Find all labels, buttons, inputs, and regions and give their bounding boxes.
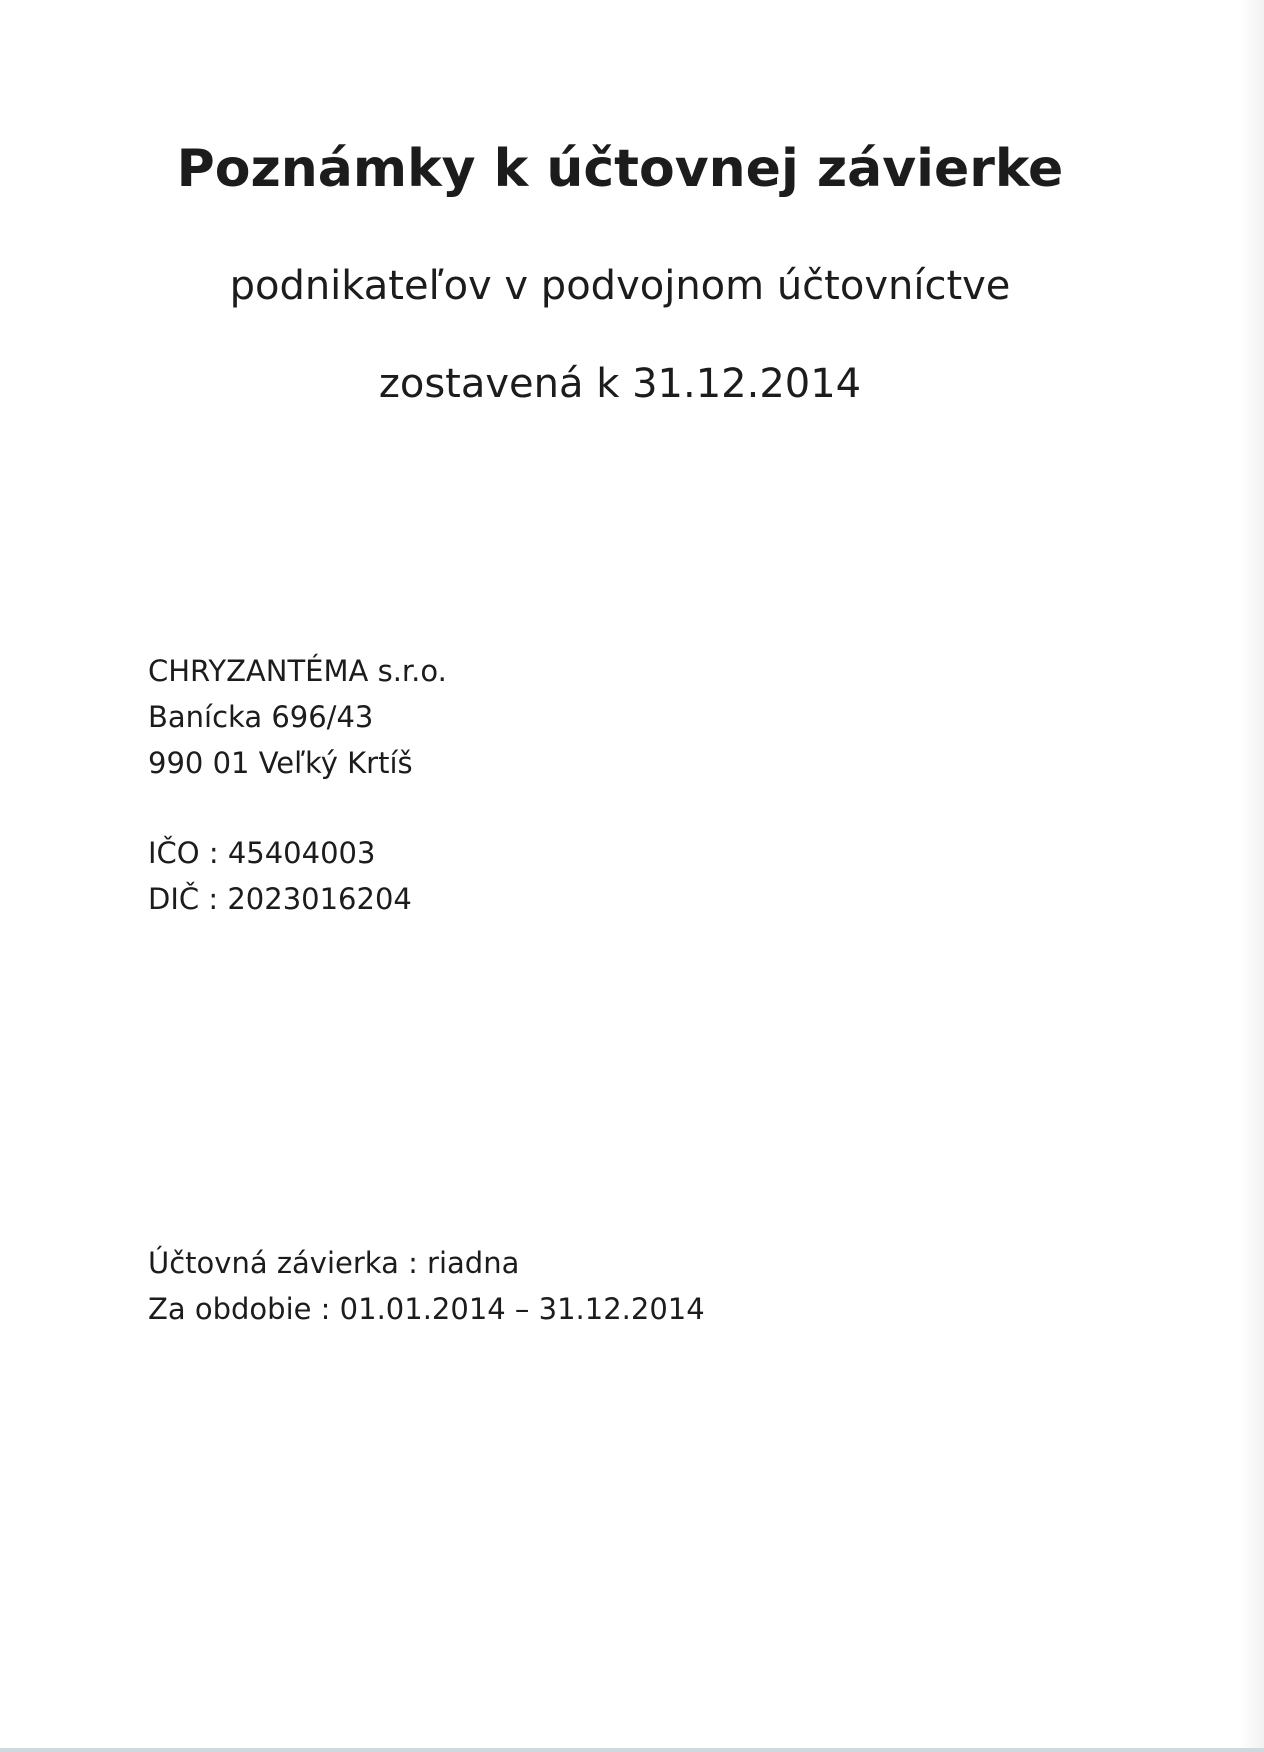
scan-bottom-edge bbox=[0, 1748, 1264, 1752]
scan-edge-shadow bbox=[1240, 0, 1264, 1752]
company-address-block bbox=[148, 648, 447, 786]
ico-number: IČO : 45404003 bbox=[148, 836, 376, 870]
document-subtitle-entity-type: podnikateľov v podvojnom účtovníctve bbox=[229, 263, 1011, 309]
company-street: Banícka 696/43 bbox=[148, 700, 374, 734]
company-identifiers-block bbox=[148, 830, 412, 922]
company-city: 990 01 Veľký Krtíš bbox=[148, 746, 413, 780]
statement-info-block bbox=[148, 1240, 705, 1332]
document-title: Poznámky k účtovnej závierke bbox=[176, 139, 1064, 199]
statement-period: Za obdobie : 01.01.2014 – 31.12.2014 bbox=[148, 1292, 705, 1326]
company-name: CHRYZANTÉMA s.r.o. bbox=[148, 654, 447, 688]
dic-number: DIČ : 2023016204 bbox=[148, 882, 412, 916]
statement-type: Účtovná závierka : riadna bbox=[148, 1246, 520, 1280]
document-subtitle-date: zostavená k 31.12.2014 bbox=[378, 361, 862, 407]
